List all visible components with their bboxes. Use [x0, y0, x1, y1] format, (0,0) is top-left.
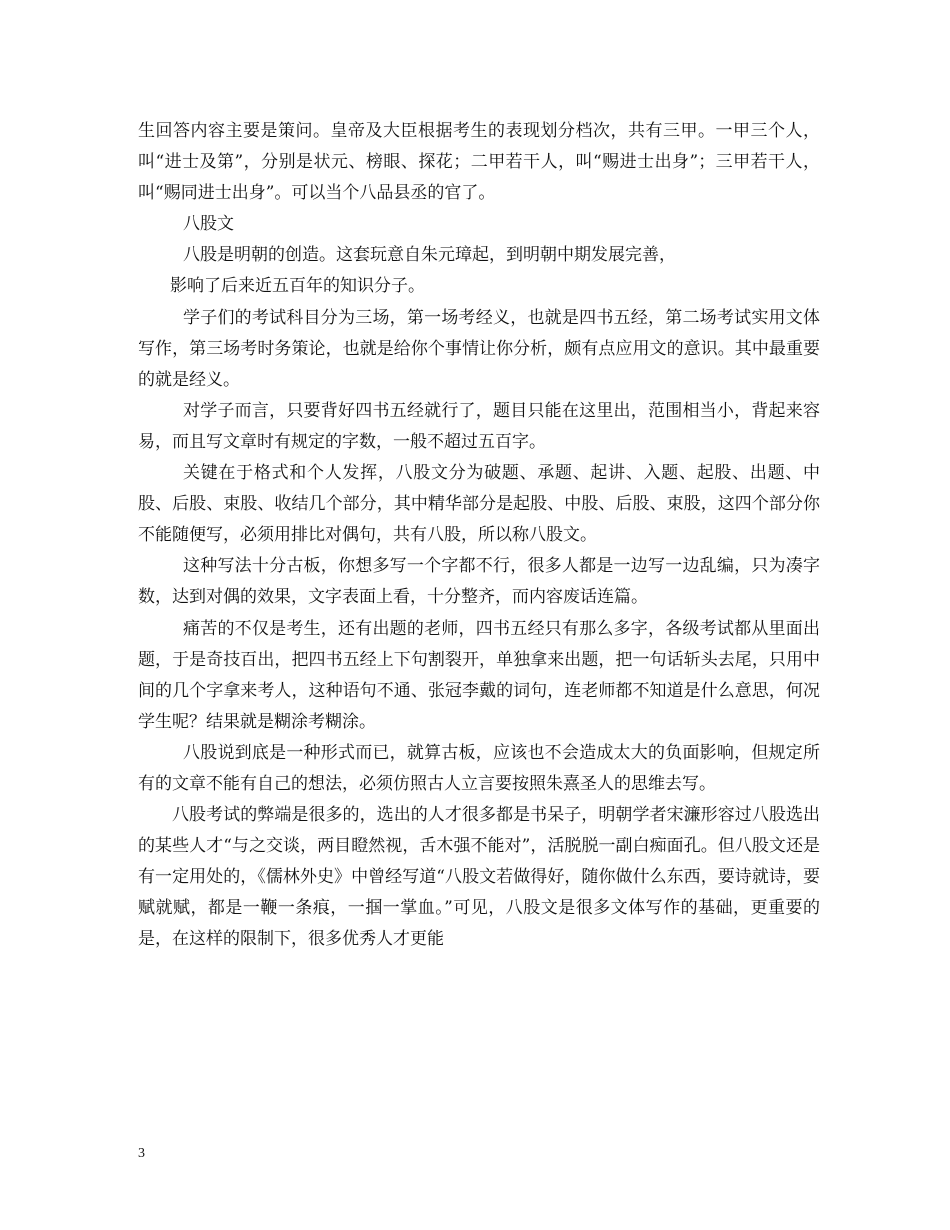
paragraph-form-only: 八股说到底是一种形式而已，就算古板，应该也不会造成太大的负面影响，但规定所有的文章不能有自己的想法，必须仿照古人立言要按照朱熹圣人的思维去写。 — [138, 742, 820, 794]
body-text — [138, 116, 820, 956]
paragraph-exam-ranks: 生回答内容主要是策问。皇帝及大臣根据考生的表现划分档次，共有三甲。一甲三个人，叫“进士及第”，分别是状元、榜眼、探花；二甲若干人，叫“赐进士出身”；三甲若干人，叫“赐同进士出身”。可以当个八品县丞的官了。 — [138, 121, 820, 204]
paragraph-word-limit: 对学子而言，只要背好四书五经就行了，题目只能在这里出，范围相当小，背起来容易，而且写文章时有规定的字数，一般不超过五百字。 — [138, 400, 820, 452]
paragraph-format: 关键在于格式和个人发挥，八股文分为破题、承题、起讲、入题、起股、出题、中股、后股、束股、收结几个部分，其中精华部分是起股、中股、后股、束股，这四个部分你不能随便写，必须用排比对偶句，共有八股，所以称八股文。 — [138, 463, 820, 546]
paragraph-bagu-influence: 影响了后来近五百年的知识分子。 — [170, 276, 425, 297]
section-heading-bagu: 八股文 — [183, 214, 234, 235]
paragraph-bagu-origin: 八股是明朝的创造。这套玩意自朱元璋起，到明朝中期发展完善， — [183, 245, 676, 266]
paragraph-rigid-style: 这种写法十分古板，你想多写一个字都不行，很多人都是一边写一边乱编，只为凑字数，达到对偶的效果，文字表面上看，十分整齐，而内容废话连篇。 — [138, 556, 820, 608]
paragraph-exam-subjects: 学子们的考试科目分为三场，第一场考经义，也就是四书五经，第二场考试实用文体写作，第三场考时务策论，也就是给你个事情让你分析，颇有点应用文的意识。其中最重要的就是经义。 — [138, 307, 820, 390]
paragraph-examiners: 痛苦的不仅是考生，还有出题的老师，四书五经只有那么多字，各级考试都从里面出题，于是奇技百出，把四书五经上下句割裂开，单独拿来出题，把一句话斩头去尾，只用中间的几个字拿来考人，这种语句不通、张冠李戴的词句，连老师都不知道是什么意思，何况学生呢？结果就是糊涂考糊涂。 — [138, 618, 820, 732]
page-number: 3 — [138, 1146, 145, 1161]
paragraph-drawbacks: 八股考试的弊端是很多的，选出的人才很多都是书呆子，明朝学者宋濂形容过八股选出的某些人才“与之交谈，两目瞪然视，舌木强不能对”，活脱脱一副白痴面孔。但八股文还是有一定用处的，《儒林外史》中曾经写道“八股文若做得好，随你做什么东西，要诗就诗，要赋就赋，都是一鞭一条痕，一掴一掌血。”可见，八股文是很多文体写作的基础，更重要的是，在这样的限制下，很多优秀人才更能 — [138, 805, 820, 950]
